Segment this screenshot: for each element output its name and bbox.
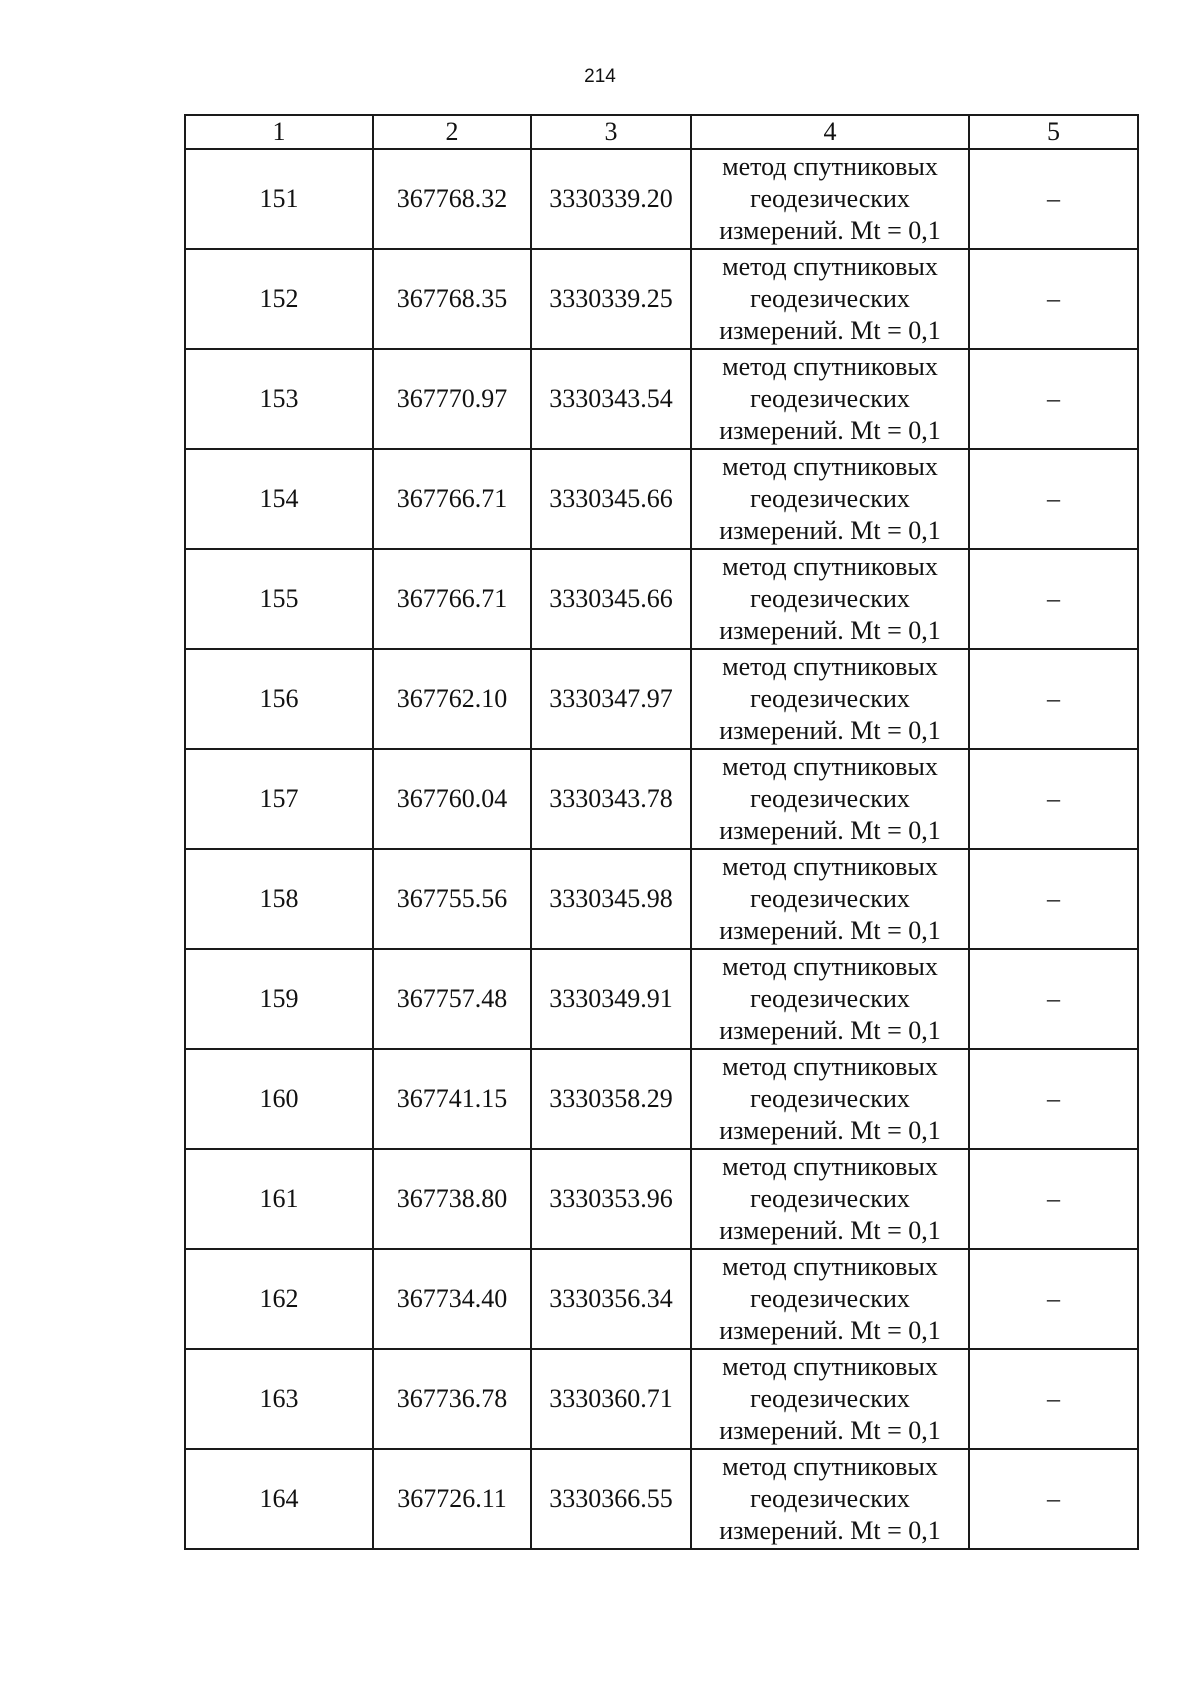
note-cell: –: [969, 1349, 1138, 1449]
table-row: [185, 549, 1138, 649]
method-line: измерений. Mt = 0,1: [719, 916, 941, 945]
point-number-cell: 161: [185, 1149, 373, 1249]
method-cell: [691, 1049, 969, 1149]
note-cell: –: [969, 449, 1138, 549]
method-line: метод спутниковых: [722, 952, 938, 981]
method-line: измерений. Mt = 0,1: [719, 316, 941, 345]
point-number-cell: 153: [185, 349, 373, 449]
table-row: [185, 749, 1138, 849]
method-cell: [691, 849, 969, 949]
y-coordinate-cell: 3330339.25: [531, 249, 691, 349]
y-coordinate-cell: 3330345.98: [531, 849, 691, 949]
method-cell: [691, 549, 969, 649]
x-coordinate-cell: 367757.48: [373, 949, 531, 1049]
table-row: [185, 249, 1138, 349]
method-line: измерений. Mt = 0,1: [719, 516, 941, 545]
method-line: геодезических: [750, 984, 910, 1013]
header-col-4: 4: [691, 115, 969, 149]
method-line: геодезических: [750, 184, 910, 213]
method-line: геодезических: [750, 1184, 910, 1213]
method-line: метод спутниковых: [722, 252, 938, 281]
note-cell: –: [969, 149, 1138, 249]
table-row: [185, 149, 1138, 249]
header-col-3: 3: [531, 115, 691, 149]
x-coordinate-cell: 367755.56: [373, 849, 531, 949]
x-coordinate-cell: 367762.10: [373, 649, 531, 749]
point-number-cell: 164: [185, 1449, 373, 1549]
y-coordinate-cell: 3330343.78: [531, 749, 691, 849]
table-row: [185, 349, 1138, 449]
method-cell: [691, 749, 969, 849]
y-coordinate-cell: 3330353.96: [531, 1149, 691, 1249]
x-coordinate-cell: 367768.32: [373, 149, 531, 249]
method-line: измерений. Mt = 0,1: [719, 1416, 941, 1445]
method-line: геодезических: [750, 684, 910, 713]
table-row: [185, 449, 1138, 549]
method-line: геодезических: [750, 1284, 910, 1313]
method-line: измерений. Mt = 0,1: [719, 216, 941, 245]
method-line: геодезических: [750, 884, 910, 913]
x-coordinate-cell: 367726.11: [373, 1449, 531, 1549]
y-coordinate-cell: 3330360.71: [531, 1349, 691, 1449]
method-line: метод спутниковых: [722, 452, 938, 481]
method-cell: [691, 449, 969, 549]
x-coordinate-cell: 367741.15: [373, 1049, 531, 1149]
method-line: метод спутниковых: [722, 1052, 938, 1081]
note-cell: –: [969, 1449, 1138, 1549]
x-coordinate-cell: 367760.04: [373, 749, 531, 849]
table-row: [185, 1249, 1138, 1349]
y-coordinate-cell: 3330366.55: [531, 1449, 691, 1549]
note-cell: –: [969, 1049, 1138, 1149]
table-body: [185, 149, 1138, 1549]
x-coordinate-cell: 367766.71: [373, 549, 531, 649]
method-line: метод спутниковых: [722, 552, 938, 581]
method-line: измерений. Mt = 0,1: [719, 1516, 941, 1545]
method-cell: [691, 349, 969, 449]
method-line: геодезических: [750, 384, 910, 413]
table-row: [185, 1349, 1138, 1449]
table-row: [185, 1449, 1138, 1549]
table-header: [185, 115, 1138, 149]
y-coordinate-cell: 3330358.29: [531, 1049, 691, 1149]
page-number: 214: [584, 66, 616, 87]
method-line: геодезических: [750, 1084, 910, 1113]
x-coordinate-cell: 367736.78: [373, 1349, 531, 1449]
table-row: [185, 649, 1138, 749]
method-line: геодезических: [750, 284, 910, 313]
method-line: измерений. Mt = 0,1: [719, 1116, 941, 1145]
table-row: [185, 1049, 1138, 1149]
note-cell: –: [969, 349, 1138, 449]
point-number-cell: 156: [185, 649, 373, 749]
method-line: геодезических: [750, 584, 910, 613]
coordinates-table: [184, 114, 1139, 1550]
point-number-cell: 163: [185, 1349, 373, 1449]
method-line: метод спутниковых: [722, 152, 938, 181]
method-line: измерений. Mt = 0,1: [719, 416, 941, 445]
x-coordinate-cell: 367766.71: [373, 449, 531, 549]
method-line: метод спутниковых: [722, 752, 938, 781]
table-row: [185, 949, 1138, 1049]
method-line: измерений. Mt = 0,1: [719, 816, 941, 845]
method-cell: [691, 949, 969, 1049]
table-row: [185, 1149, 1138, 1249]
x-coordinate-cell: 367770.97: [373, 349, 531, 449]
method-cell: [691, 649, 969, 749]
method-line: измерений. Mt = 0,1: [719, 716, 941, 745]
y-coordinate-cell: 3330339.20: [531, 149, 691, 249]
method-cell: [691, 1449, 969, 1549]
point-number-cell: 155: [185, 549, 373, 649]
method-line: геодезических: [750, 784, 910, 813]
header-row: [185, 115, 1138, 149]
method-line: геодезических: [750, 1484, 910, 1513]
method-line: метод спутниковых: [722, 852, 938, 881]
y-coordinate-cell: 3330349.91: [531, 949, 691, 1049]
method-line: метод спутниковых: [722, 352, 938, 381]
point-number-cell: 157: [185, 749, 373, 849]
method-line: метод спутниковых: [722, 1452, 938, 1481]
header-col-5: 5: [969, 115, 1138, 149]
method-line: измерений. Mt = 0,1: [719, 1216, 941, 1245]
method-cell: [691, 149, 969, 249]
y-coordinate-cell: 3330356.34: [531, 1249, 691, 1349]
point-number-cell: 151: [185, 149, 373, 249]
method-line: метод спутниковых: [722, 1252, 938, 1281]
point-number-cell: 154: [185, 449, 373, 549]
method-line: геодезических: [750, 1384, 910, 1413]
y-coordinate-cell: 3330343.54: [531, 349, 691, 449]
y-coordinate-cell: 3330347.97: [531, 649, 691, 749]
point-number-cell: 160: [185, 1049, 373, 1149]
x-coordinate-cell: 367738.80: [373, 1149, 531, 1249]
note-cell: –: [969, 649, 1138, 749]
note-cell: –: [969, 249, 1138, 349]
method-line: измерений. Mt = 0,1: [719, 616, 941, 645]
method-cell: [691, 1249, 969, 1349]
note-cell: –: [969, 949, 1138, 1049]
method-line: метод спутниковых: [722, 1152, 938, 1181]
point-number-cell: 158: [185, 849, 373, 949]
note-cell: –: [969, 1149, 1138, 1249]
method-line: метод спутниковых: [722, 652, 938, 681]
x-coordinate-cell: 367768.35: [373, 249, 531, 349]
x-coordinate-cell: 367734.40: [373, 1249, 531, 1349]
table-row: [185, 849, 1138, 949]
note-cell: –: [969, 549, 1138, 649]
method-cell: [691, 249, 969, 349]
method-line: измерений. Mt = 0,1: [719, 1016, 941, 1045]
method-line: измерений. Mt = 0,1: [719, 1316, 941, 1345]
method-cell: [691, 1149, 969, 1249]
point-number-cell: 159: [185, 949, 373, 1049]
header-col-2: 2: [373, 115, 531, 149]
header-col-1: 1: [185, 115, 373, 149]
note-cell: –: [969, 749, 1138, 849]
point-number-cell: 162: [185, 1249, 373, 1349]
note-cell: –: [969, 1249, 1138, 1349]
point-number-cell: 152: [185, 249, 373, 349]
note-cell: –: [969, 849, 1138, 949]
method-cell: [691, 1349, 969, 1449]
method-line: метод спутниковых: [722, 1352, 938, 1381]
y-coordinate-cell: 3330345.66: [531, 549, 691, 649]
method-line: геодезических: [750, 484, 910, 513]
y-coordinate-cell: 3330345.66: [531, 449, 691, 549]
